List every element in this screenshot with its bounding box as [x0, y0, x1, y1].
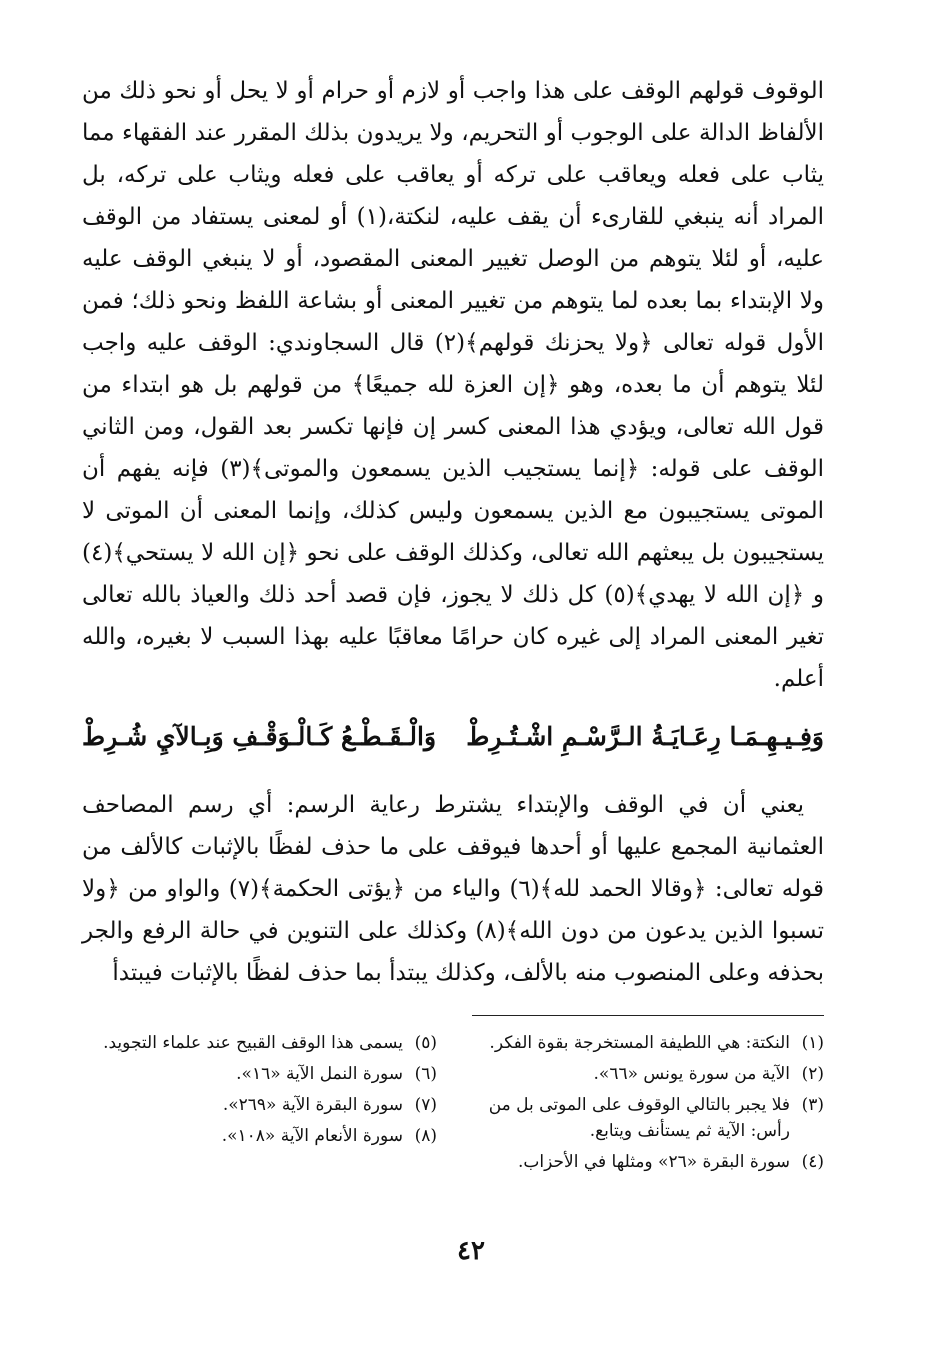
footnote-number: (٤): [801, 1152, 824, 1172]
main-text-block: [82, 70, 824, 700]
footnote: [469, 1149, 824, 1175]
footnote-text: النكتة: هي اللطيفة المستخرجة بقوة الفكر.: [489, 1033, 790, 1053]
footnote: [82, 1030, 437, 1056]
footnote-text: سورة الأنعام الآية «١٠٨».: [221, 1126, 403, 1146]
footnote: [469, 1092, 824, 1144]
footnote-number: (٢): [801, 1064, 824, 1084]
footnote-number: (٣): [801, 1095, 824, 1115]
footnote: [82, 1061, 437, 1087]
footnote-number: (١): [801, 1033, 824, 1053]
page-number: ٤٢: [457, 1236, 485, 1266]
verse-first-hemistich: وَفِـيـهِـمَـا رِعَـايَـةُ الـرَّسْـمِ اشْـتُـرِطْ: [466, 722, 824, 751]
footnote: [469, 1030, 824, 1056]
footnote-text: فلا يجبر بالتالي الوقوف على الموتى بل من رأس: الآية ثم يستأنف ويتابع.: [488, 1095, 790, 1141]
footnote-number: (٥): [414, 1033, 437, 1053]
footnotes-left-column: [82, 1030, 437, 1154]
footnotes-right-column: [469, 1030, 824, 1180]
poem-verse: [82, 722, 824, 770]
footnote-number: (٨): [414, 1126, 437, 1146]
footnote-number: (٧): [414, 1095, 437, 1115]
footnote: [82, 1123, 437, 1149]
footnote-separator: [472, 1015, 824, 1016]
footnote-text: سورة النمل الآية «١٦».: [236, 1064, 403, 1084]
footnote-number: (٦): [414, 1064, 437, 1084]
footnote-text: يسمى هذا الوقف القبيح عند علماء التجويد.: [103, 1033, 403, 1053]
paragraph-1: الوقوف قولهم الوقف على هذا واجب أو لازم أو حرام أو لا يحل أو نحو ذلك من الألفاظ الدالة على الوجوب أو التحريم، ولا يريدون بذلك المقرر عند الفقهاء مما يثاب على فعله ويعاقب على تركه أو يعاقب على فعله ويثاب على تركه، بل المراد أنه ينبغي للقارىء أن يقف عليه، لنكتة،(١) أو لمعنى يستفاد من الوقف عليه، أو لئلا يتوهم من الوصل تغيير المعنى المقصود، أو لا ينبغي الوقف عليه ولا الإبتداء بما بعده لما يتوهم من تغيير المعنى أو بشاعة اللفظ ونحو ذلك؛ فمن الأول قوله تعالى ﴿ولا يحزنك قولهم﴾(٢) قال السجاوندي: الوقف عليه واجب لئلا يتوهم أن ما بعده، وهو ﴿إن العزة لله جميعًا﴾ من قولهم بل هو ابتداء من قول الله تعالى، ويؤدي هذا المعنى كسر إن فإنها تكسر بعد القول، ومن الثاني الوقف على قوله: ﴿إنما يستجيب الذين يسمعون والموتى﴾(٣) فإنه يفهم أن الموتى يستجيبون مع الذين يسمعون وليس كذلك، وإنما المعنى أن الموتى لا يستجيبون بل يبعثهم الله تعالى، وكذلك الوقف على نحو ﴿إن الله لا يستحي﴾(٤) و ﴿إن الله لا يهدي﴾(٥) كل ذلك لا يجوز، فإن قصد أحد ذلك والعياذ بالله تعالى تغير المعنى المراد إلى غيره كان حرامًا معاقبًا عليه بهذا السبب لا بغيره، والله أعلم.: [82, 78, 824, 692]
paragraph-2: يعني أن في الوقف والإبتداء يشترط رعاية الرسم: أي رسم المصاحف العثمانية المجمع عليها أو أحدها فيوقف على ما حذف لفظًا بالإثبات كالألف من قوله تعالى: ﴿وقالا الحمد لله﴾(٦) والياء من ﴿يؤتى الحكمة﴾(٧) والواو من ﴿ولا تسبوا الذين يدعون من دون الله﴾(٨) وكذلك على التنوين في حالة الرفع والجر بحذفه وعلى المنصوب منه بالألف، وكذلك يبتدأ بما حذف لفظًا بالإثبات فيبتدأ: [82, 792, 824, 986]
verse-second-hemistich: وَالْـقَـطْـعُ كَـالْـوَقْـفِ وَبِـالآيِ شُـرِطْ: [82, 722, 437, 751]
footnote: [82, 1092, 437, 1118]
footnote-text: سورة البقرة «٢٦» ومثلها في الأحزاب.: [518, 1152, 790, 1172]
footnote: [469, 1061, 824, 1087]
commentary-text-block: [82, 784, 824, 994]
footnote-text: سورة البقرة الآية «٢٦٩».: [222, 1095, 403, 1115]
footnote-text: الآية من سورة يونس «٦٦».: [593, 1064, 790, 1084]
